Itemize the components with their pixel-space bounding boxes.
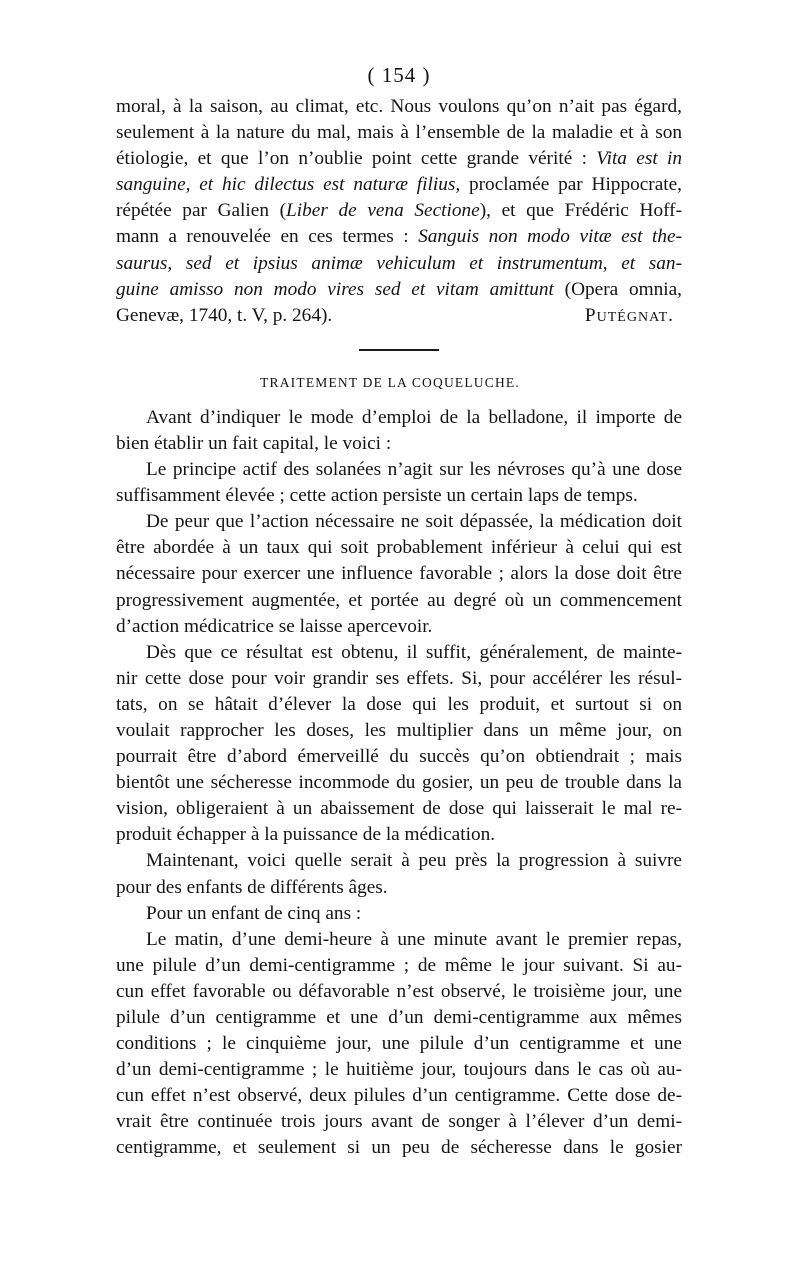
text-line: tats, on se hâtait d’élever la dose qui les produit, et surtout si on xyxy=(116,693,682,715)
text-line: Avant d’indiquer le mode d’emploi de la belladone, il importe de xyxy=(146,406,682,428)
paragraph xyxy=(116,901,682,927)
line-segment: répétée par Galien ( xyxy=(116,200,287,222)
intro-closing-line xyxy=(116,303,682,329)
text-line: nir cette dose pour voir grandir ses effets. Si, pour accélérer les résul- xyxy=(116,667,682,689)
line-segment: ), et que Frédéric Hoff- xyxy=(479,200,682,222)
section-divider xyxy=(359,349,439,351)
line-segment: proclamée par Hippocrate, xyxy=(460,174,682,196)
text-line: d’action médicatrice se laisse apercevoir. xyxy=(116,615,433,637)
page-number: ( 154 ) xyxy=(367,63,431,87)
text-line xyxy=(116,172,682,198)
text-line: une pilule d’un demi-centigramme ; de même le jour suivant. Si au- xyxy=(116,954,682,976)
text-line: Dès que ce résultat est obtenu, il suffit, généralement, de mainte- xyxy=(146,641,682,663)
latin-quote-text: Liber de vena Sectione xyxy=(286,200,480,222)
text-line: vision, obligeraient à un abaissement de dose qui laisserait le mal re- xyxy=(116,798,682,820)
text-line: Le principe actif des solanées n’agit sur les névroses qu’à une dose xyxy=(146,459,682,481)
text-line: pourrait être d’abord émerveillé du succès qu’on obtiendrait ; mais xyxy=(116,746,682,768)
text-line: bien établir un fait capital, le voici : xyxy=(116,432,392,454)
text-line xyxy=(116,224,682,250)
text-line: cun effet favorable ou défavorable n’est observé, le troisième jour, une xyxy=(116,980,682,1002)
text-line xyxy=(116,277,682,303)
line-segment: moral, à la saison, au climat, etc. Nous voulons qu’on n’ait pas égard, xyxy=(116,96,682,117)
text-line: être abordée à un taux qui soit probablement inférieur à celui qui est xyxy=(116,537,682,559)
text-line xyxy=(116,146,682,172)
section-body xyxy=(116,405,682,1162)
text-line: pour des enfants de différents âges. xyxy=(116,876,388,898)
paragraph xyxy=(116,509,682,639)
latin-quote-text: guine amisso non modo vires sed et vitam amittunt xyxy=(116,278,554,300)
line-segment: (Opera omnia, xyxy=(553,278,682,300)
text-line: produit échapper à la puissance de la médication. xyxy=(116,824,496,846)
section-title: TRAITEMENT DE LA COQUELUCHE. xyxy=(260,374,520,390)
line-segment: seulement à la nature du mal, mais à l’ensemble de la maladie et à son xyxy=(116,122,682,144)
text-line: d’un demi-centigramme ; le huitième jour, toujours dans le cas où au- xyxy=(116,1059,682,1081)
paragraph xyxy=(116,848,682,900)
latin-quote-text: sanguine, et hic dilectus est naturæ filius, xyxy=(116,174,461,196)
author-signature: Putégnat. xyxy=(584,304,674,326)
text-line: vrait être continuée trois jours avant de songer à l’élever d’un demi- xyxy=(116,1111,682,1133)
paragraph xyxy=(116,640,682,849)
text-line: bientôt une sécheresse incommode du gosier, un peu de trouble dans la xyxy=(116,772,682,794)
text-line: cun effet n’est observé, deux pilules d’un centigramme. Cette dose de- xyxy=(116,1085,682,1107)
text-line: pilule d’un centigramme et une d’un demi-centigramme aux mêmes xyxy=(116,1007,682,1028)
paragraph xyxy=(116,927,682,1162)
line-segment: mann a renouvelée en ces termes : xyxy=(116,226,419,248)
text-line: progressivement augmentée, et portée au degré où un commencement xyxy=(116,589,682,611)
text-line: suffisamment élevée ; cette action persiste un certain laps de temps. xyxy=(116,485,638,507)
latin-quote-text: saurus, sed et ipsius animæ vehiculum et instrumentum, et san- xyxy=(116,252,682,274)
intro-paragraph xyxy=(116,94,682,303)
text-line: Le matin, d’une demi-heure à une minute avant le premier repas, xyxy=(146,928,682,950)
line-segment: étiologie, et que l’on n’oublie point cette grande vérité : xyxy=(116,148,597,170)
text-line: voulait rapprocher les doses, les multiplier dans un même jour, on xyxy=(116,719,682,741)
paragraph xyxy=(116,405,682,457)
latin-quote-text: Sanguis non modo vitæ est the- xyxy=(418,226,682,248)
text-line xyxy=(116,198,682,224)
text-line: Pour un enfant de cinq ans : xyxy=(146,902,362,924)
text-line xyxy=(116,94,682,120)
paragraph xyxy=(116,457,682,509)
text-line: centigramme, et seulement si un peu de sécheresse dans le gosier xyxy=(116,1137,682,1159)
text-line: nécessaire pour exercer une influence favorable ; alors la dose doit être xyxy=(116,563,682,585)
latin-quote-text: Vita est in xyxy=(596,148,682,170)
document-page xyxy=(116,60,682,1162)
text-line: conditions ; le cinquième jour, une pilule d’un centigramme et une xyxy=(116,1033,682,1055)
citation-text: Genevæ, 1740, t. V, p. 264). xyxy=(116,304,333,326)
text-line xyxy=(116,251,682,277)
text-line xyxy=(116,120,682,146)
text-line: De peur que l’action nécessaire ne soit dépassée, la médication doit xyxy=(146,511,682,533)
text-line: Maintenant, voici quelle serait à peu près la progression à suivre xyxy=(146,850,682,872)
